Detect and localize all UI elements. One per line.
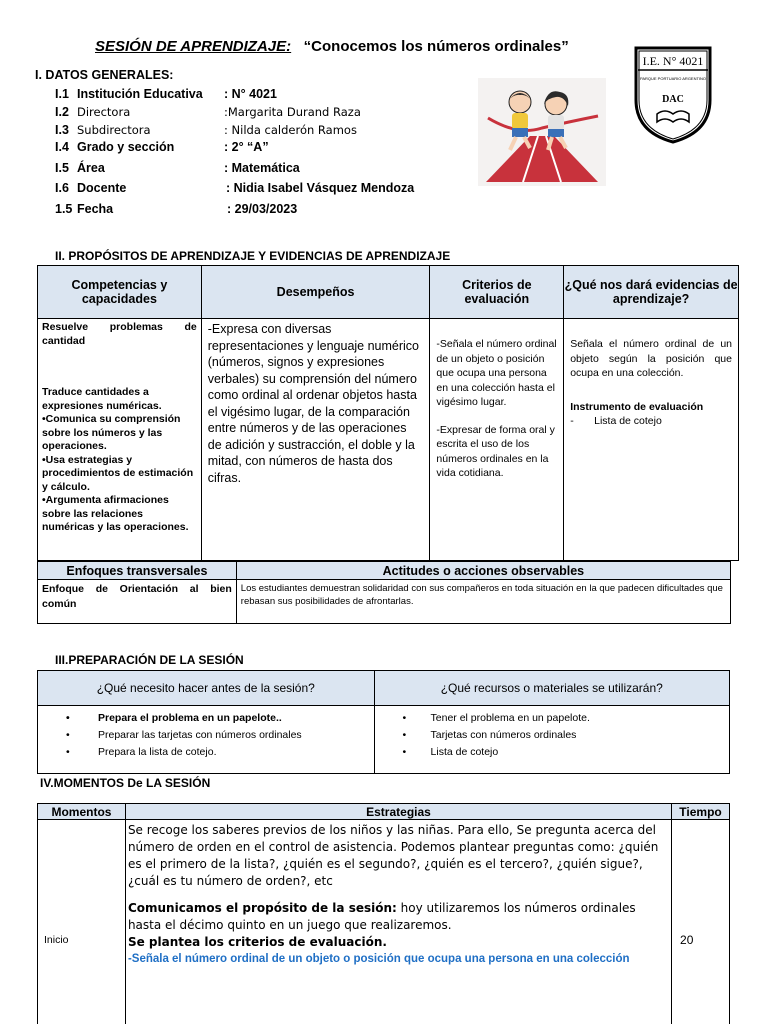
criteria-item: -Señala el número ordinal de un objeto o posición que ocupa una persona en una colección hasta el vigésimo lugar. (436, 338, 557, 408)
general-row-value: : Nilda calderón Ramos (224, 123, 357, 137)
logo-emblem-text: DAC (662, 94, 684, 105)
general-row-value: :Margarita Durand Raza (224, 105, 361, 119)
preparation-header-before: ¿Qué necesito hacer antes de la sesión? (38, 671, 375, 706)
capacity-item: Traduce cantidades a expresiones numéricas. (42, 386, 162, 412)
general-row-label: Institución Educativa (77, 87, 203, 101)
general-row-num: I.2 (55, 105, 69, 119)
purposes-header-performance: Desempeños (201, 266, 430, 319)
general-row-institution (55, 87, 277, 101)
purpose-text: hoy utilizaremos los números ordinales hasta el décimo quinto en un juego que realizaremos. (127, 901, 636, 932)
strategy-intro: Se recoge los saberes previos de los niños y las niñas. Para ello, Se pregunta acerca del número de orden en el control de asistencia. Podemos plantear preguntas como: ¿quién es el primero de la lista?, ¿quién es el segundo?, ¿quién es el tercero?, ¿quién sigue?, ¿cuál es tu número de orden?, etc (127, 823, 659, 888)
criteria-text: -Señala el número ordinal de un objeto o posición que ocupa una persona en una colección (127, 953, 630, 965)
preparation-table (37, 670, 730, 774)
moments-header-time: Tiempo (672, 804, 730, 820)
competency-text: Resuelve problemas de cantidad (42, 321, 197, 347)
general-row-date (55, 202, 298, 216)
general-row-num: I.1 (55, 87, 69, 101)
general-row-label: Directora (77, 105, 131, 119)
moments-header-moment: Momentos (38, 804, 126, 820)
general-row-num: I.3 (55, 123, 69, 137)
purposes-heading: II. PROPÓSITOS DE APRENDIZAJE Y EVIDENCIAS DE APRENDIZAJE (55, 249, 451, 263)
transversal-approach-text: Enfoque de Orientación al bien común (38, 580, 237, 624)
general-row-num: I.4 (55, 140, 69, 154)
logo-top-text: I.E. N° 4021 (642, 54, 704, 68)
general-row-label: Docente (77, 181, 127, 195)
transversal-header-approach: Enfoques transversales (38, 562, 237, 580)
general-row-label: Área (77, 161, 105, 175)
page-title (95, 38, 569, 55)
capacity-item: •Comunica su comprensión sobre los números y las operaciones. (42, 413, 181, 452)
performance-cell (201, 319, 430, 561)
preparation-heading: III.PREPARACIÓN DE LA SESIÓN (55, 653, 244, 667)
preparation-resource-item: • Tener el problema en un papelote. (375, 710, 729, 727)
kids-race-illustration (478, 78, 606, 186)
criteria-cell (430, 319, 564, 561)
time-value: 20 (680, 932, 694, 947)
finish-ribbon-icon (488, 116, 598, 130)
general-row-value: : Nidia Isabel Vásquez Mendoza (226, 181, 415, 195)
title-label: SESIÓN DE APRENDIZAJE: (95, 38, 292, 55)
title-text: “Conocemos los números ordinales” (303, 38, 569, 55)
instrument-text: - Lista de cotejo (570, 415, 662, 427)
general-row-value: : Matemática (224, 161, 300, 175)
criteria-label: Se plantea los criterios de evaluación. (127, 935, 387, 949)
purposes-header-criteria: Criterios de evaluación (430, 266, 564, 319)
preparation-before-item: • Prepara la lista de cotejo. (38, 744, 374, 761)
strategy-purpose (128, 900, 667, 934)
moment-cell-inicio (38, 820, 126, 1024)
general-row-area (55, 161, 300, 175)
general-row-value: : 2° “A” (224, 140, 269, 154)
general-row-teacher (55, 181, 415, 195)
general-row-label: Subdirectora (77, 123, 151, 137)
capacity-item: •Argumenta afirmaciones sobre las relaciones numéricas y las operaciones. (42, 494, 189, 533)
preparation-before-item: • Prepara el problema en un papelote.. (38, 710, 374, 727)
preparation-header-resources: ¿Qué recursos o materiales se utilizarán? (374, 671, 729, 706)
transversal-actions-text: Los estudiantes demuestran solidaridad con sus compañeros en toda situación en la que padecen dificultades que rebasan sus posibilidades de afrontarlas. (236, 580, 730, 624)
general-row-value: : N° 4021 (224, 87, 277, 101)
preparation-before-item: • Preparar las tarjetas con números ordinales (38, 727, 374, 744)
instrument-title: Instrumento de evaluación (570, 400, 704, 413)
preparation-resources-cell (374, 706, 729, 774)
purpose-label: Comunicamos el propósito de la sesión: (127, 901, 397, 915)
moment-name: Inicio (44, 933, 69, 946)
moments-table (37, 803, 730, 1024)
boy-runner-icon (509, 91, 531, 150)
evidence-cell (564, 319, 739, 561)
moments-header-strategies: Estrategias (125, 804, 671, 820)
general-heading: I. DATOS GENERALES: (35, 68, 174, 82)
transversal-table (37, 561, 731, 624)
purposes-header-evidence: ¿Qué nos dará evidencias de aprendizaje? (564, 266, 739, 319)
general-row-director (55, 105, 361, 119)
general-row-subdirector (55, 123, 357, 137)
time-cell-inicio (672, 820, 730, 1024)
evidence-text: Señala el número ordinal de un objeto según la posición que ocupa en una colección. (570, 338, 732, 379)
criteria-item: -Expresar de forma oral y escrita el uso de los números ordinales en la vida cotidiana. (436, 423, 555, 479)
general-row-grade (55, 140, 269, 154)
general-row-num: I.6 (55, 181, 69, 195)
transversal-header-actions: Actitudes o acciones observables (236, 562, 730, 580)
general-row-num: 1.5 (55, 202, 73, 216)
logo-arc-text: PARQUE PORTUARIO ARGENTINO (639, 76, 707, 81)
capacity-item: •Usa estrategias y procedimientos de estimación y cálculo. (42, 453, 194, 493)
competencies-cell (38, 319, 202, 561)
general-row-label: Grado y sección (77, 140, 175, 154)
purposes-header-competencies: Competencias y capacidades (38, 266, 202, 319)
preparation-before-cell (38, 706, 375, 774)
purposes-table (37, 265, 739, 561)
performance-text: -Expresa con diversas representaciones y lenguaje numérico (números, signos y expresiones verbales) su comprensión del número como ordinal al ordenar objetos hasta el vigésimo lugar, de la comparación entre números y de las operaciones de adición y sustracción, el doble y la mitad, con números de hasta dos cifras. (207, 322, 420, 485)
general-row-num: I.5 (55, 161, 69, 175)
strategy-cell-inicio (125, 820, 671, 1024)
general-row-label: Fecha (77, 202, 114, 216)
preparation-resource-item: • Tarjetas con números ordinales (375, 727, 729, 744)
moments-heading: IV.MOMENTOS De LA SESIÓN (40, 776, 211, 790)
general-row-value: : 29/03/2023 (227, 202, 298, 216)
preparation-resource-item: • Lista de cotejo (375, 744, 729, 761)
school-logo (632, 44, 714, 144)
